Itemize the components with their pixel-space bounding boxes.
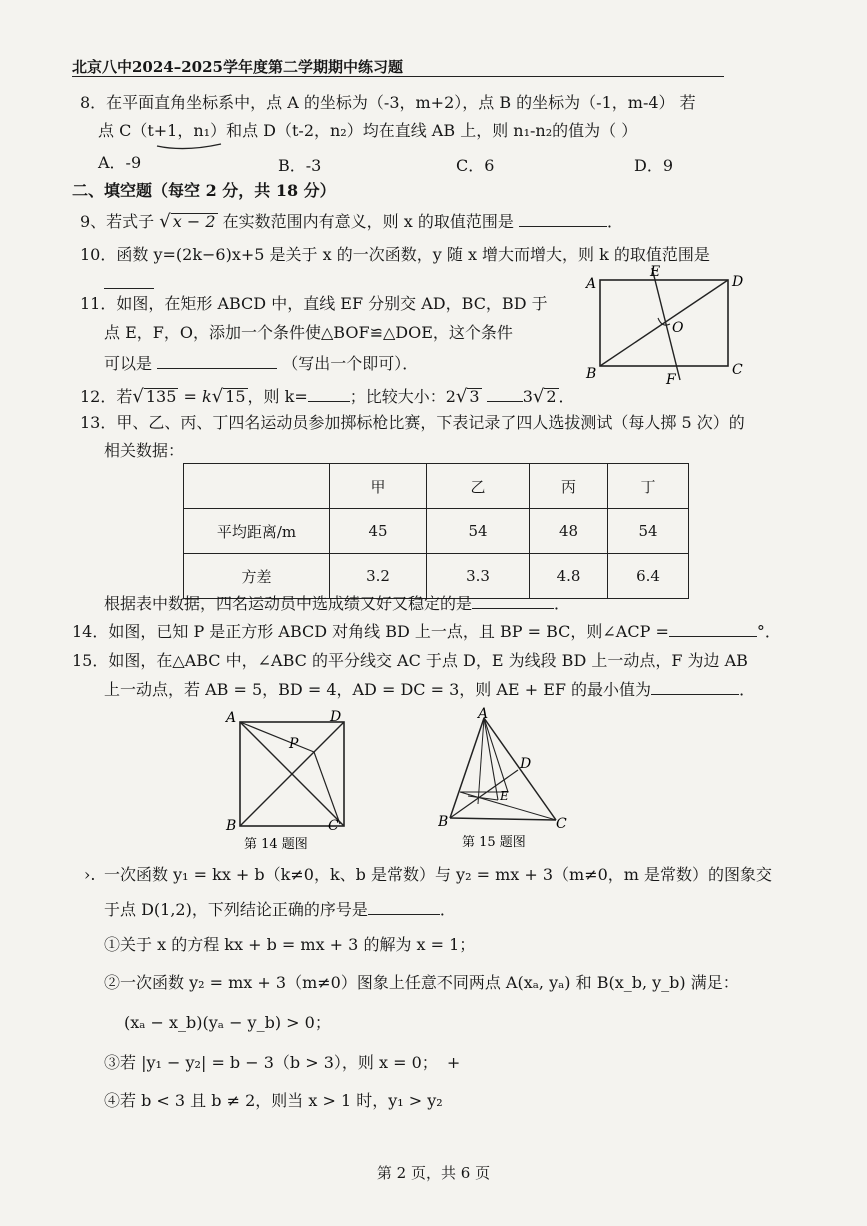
q14-answer-blank[interactable] <box>669 620 757 637</box>
q8-option-d: D．9 <box>634 156 674 175</box>
fig14-label-a: A <box>226 710 237 726</box>
table-header-cell: 甲 <box>330 464 427 509</box>
q11-answer-blank[interactable] <box>157 352 277 369</box>
q11-line3 <box>104 352 418 375</box>
q8-option-b: B．-3 <box>278 156 322 175</box>
fig11-label-c: C <box>732 362 743 378</box>
sqrt-symbol: √ <box>132 386 144 407</box>
figure-q11-rectangle <box>580 262 750 386</box>
section-fill-in-title: 二、填空题（每空 2 分，共 18 分） <box>72 181 336 200</box>
table-row <box>184 509 689 554</box>
q14-text-body: 14．如图，已知 P 是正方形 ABCD 对角线 BD 上一点，且 BP = BC，则∠ACP = <box>72 622 669 641</box>
fig14-label-d: D <box>330 709 342 725</box>
q16-statement-1: ①关于 x 的方程 kx + b = mx + 3 的解为 x = 1； <box>104 935 476 954</box>
figure-q14-square <box>222 706 362 856</box>
q9-end: ． <box>606 212 623 231</box>
q9-pre: 9、若式子 <box>80 212 155 231</box>
fig11-label-e: E <box>650 264 661 280</box>
sqrt-symbol: √ <box>455 386 468 407</box>
q13-after: 根据表中数据，四名运动员中选成绩又好又稳定的是 ． <box>104 594 571 613</box>
fig14-label-p: P <box>289 736 299 752</box>
q16-handwritten-mark: + <box>446 1053 461 1072</box>
q16-statement-3 <box>104 1052 460 1074</box>
q11-line3-post: （写出一个即可）． <box>282 354 419 373</box>
q8-option-c: C．6 <box>456 156 495 175</box>
handwritten-underline-mark <box>155 140 225 152</box>
q15-line2-text: 上一动点，若 AB = 5，BD = 4，AD = DC = 3，则 AE + EF 的最小值为 <box>104 680 652 699</box>
q16-statement-3-text: ③若 |y₁ − y₂| = b − 3（b > 3），则 x = 0； <box>104 1053 438 1072</box>
q12-coef: 3 <box>522 387 533 406</box>
q15-line1: 15．如图，在△ABC 中，∠ABC 的平分线交 AC 于点 D，E 为线段 BD 上一动点，F 为边 AB <box>72 651 748 670</box>
table-header-cell: 丁 <box>608 464 689 509</box>
fig15-label-e: E <box>500 789 509 803</box>
fig15-label-d: D <box>520 756 532 772</box>
exam-header-title: 北京八中2024–2025学年度第二学期期中练习题 <box>72 58 403 76</box>
q16-statement-2b: (xₐ − x_b)(yₐ − y_b) > 0； <box>124 1013 331 1032</box>
q14-unit: °． <box>756 622 781 641</box>
q8-line2: 点 C（t+1，n₁）和点 D（t-2，n₂）均在直线 AB 上，则 n₁-n₂的值为（ ） <box>98 121 638 140</box>
sqrt-symbol: √ <box>532 386 545 407</box>
fig11-label-o: O <box>672 320 684 336</box>
fig14-label-b: B <box>226 818 237 834</box>
table-cell: 方差 <box>184 554 330 599</box>
table-cell: 4.8 <box>530 554 608 599</box>
table-cell: 6.4 <box>608 554 689 599</box>
q13-answer-blank[interactable] <box>472 592 554 609</box>
q11-line2: 点 E，F，O，添加一个条件使△BOF≌△DOE，这个条件 <box>104 323 513 342</box>
q16-line1: 一次函数 y₁ = kx + b（k≠0，k、b 是常数）与 y₂ = mx + 3（m≠0，m 是常数）的图象交 <box>104 865 773 884</box>
q10-answer-blank-wrap <box>104 272 154 293</box>
q10-answer-blank[interactable] <box>104 272 154 289</box>
table-cell: 3.2 <box>330 554 427 599</box>
q12-radicand-2: 15 <box>225 387 246 406</box>
q12-compare-label: ；比较大小：2 <box>349 387 456 406</box>
q13-line1: 13．甲、乙、丙、丁四名运动员参加掷标枪比赛，下表记录了四人选拔测试（每人掷 5 次）的 <box>80 413 745 432</box>
fig15-label-b: B <box>438 814 449 830</box>
q16-statement-2: ②一次函数 y₂ = mx + 3（m≠0）图象上任意不同两点 A(xₐ, yₐ) 和 B(x_b, y_b) 满足： <box>104 973 739 992</box>
q11-line3-pre: 可以是 <box>104 354 153 373</box>
q11-line1: 11．如图，在矩形 ABCD 中，直线 EF 分别交 AD，BC，BD 于 <box>80 294 548 313</box>
q15-answer-blank[interactable] <box>651 678 739 695</box>
q13-data-table <box>183 463 689 599</box>
fig15-caption: 第 15 题图 <box>462 835 526 850</box>
table-cell: 3.3 <box>427 554 530 599</box>
sqrt-symbol: √ <box>211 386 224 407</box>
q12-text: 12．若√ 135 = k√ 15 ，则 k= ；比较大小：2√ 3 3√ 2 ． <box>80 386 575 407</box>
fig14-label-c: C <box>328 818 339 834</box>
q9-text <box>80 210 623 233</box>
fig11-label-b: B <box>586 366 597 382</box>
q12-radicand-3: 3 <box>469 387 480 406</box>
page-footer: 第 2 页，共 6 页 <box>376 1164 491 1182</box>
fig11-label-d: D <box>732 274 744 290</box>
q12-radicand-4: 2 <box>546 387 557 406</box>
q9-post: 在实数范围内有意义，则 x 的取值范围是 <box>222 212 514 231</box>
fig11-label-a: A <box>586 276 597 292</box>
fig11-label-f: F <box>666 372 676 386</box>
q12-radicand-1: 135 <box>145 387 177 406</box>
table-cell: 45 <box>330 509 427 554</box>
q13-after-text: 根据表中数据，四名运动员中选成绩又好又稳定的是 <box>104 594 473 613</box>
q9-radicand: x − 2 <box>172 212 216 231</box>
table-cell: 54 <box>427 509 530 554</box>
table-header-cell: 丙 <box>530 464 608 509</box>
sqrt-symbol: √ <box>159 211 171 232</box>
table-header-cell <box>184 464 330 509</box>
q12-compare-blank[interactable] <box>487 385 523 402</box>
q16-line2: 于点 D(1,2)，下列结论正确的序号是 ． <box>104 900 456 919</box>
table-header-cell: 乙 <box>427 464 530 509</box>
q8-line1: 8．在平面直角坐标系中，点 A 的坐标为（-3，m+2），点 B 的坐标为（-1，m-4） 若 <box>80 93 696 112</box>
q13-line2: 相关数据： <box>104 441 185 460</box>
header-divider <box>72 76 724 77</box>
q12-mid: = k <box>183 387 212 406</box>
q12-k-blank[interactable] <box>308 385 350 402</box>
q15-line2: 上一动点，若 AB = 5，BD = 4，AD = DC = 3，则 AE + EF 的最小值为 ． <box>104 680 756 699</box>
fig15-label-a: A <box>478 706 489 722</box>
q16-statement-4: ④若 b < 3 且 b ≠ 2，则当 x > 1 时，y₁ > y₂ <box>104 1091 443 1110</box>
table-cell: 54 <box>608 509 689 554</box>
q12-k-label: ，则 k= <box>247 387 308 406</box>
q16-number: ›. <box>84 865 96 884</box>
table-cell: 48 <box>530 509 608 554</box>
q12-pre: 12．若 <box>80 387 133 406</box>
q16-answer-blank[interactable] <box>368 898 440 915</box>
q14-text <box>72 620 781 643</box>
q8-option-a: A．-9 <box>98 153 142 172</box>
fig14-caption: 第 14 题图 <box>244 837 308 852</box>
figure-q15-triangle <box>438 704 578 854</box>
table-cell: 平均距离/m <box>184 509 330 554</box>
table-header-row <box>184 464 689 509</box>
q10-line1: 10．函数 y=(2k−6)x+5 是关于 x 的一次函数，y 随 x 增大而增大，则 k 的取值范围是 <box>80 245 710 264</box>
q16-line2-pre: 于点 D(1,2)，下列结论正确的序号是 <box>104 900 368 919</box>
fig15-label-c: C <box>556 816 567 832</box>
q9-answer-blank[interactable] <box>519 210 607 227</box>
